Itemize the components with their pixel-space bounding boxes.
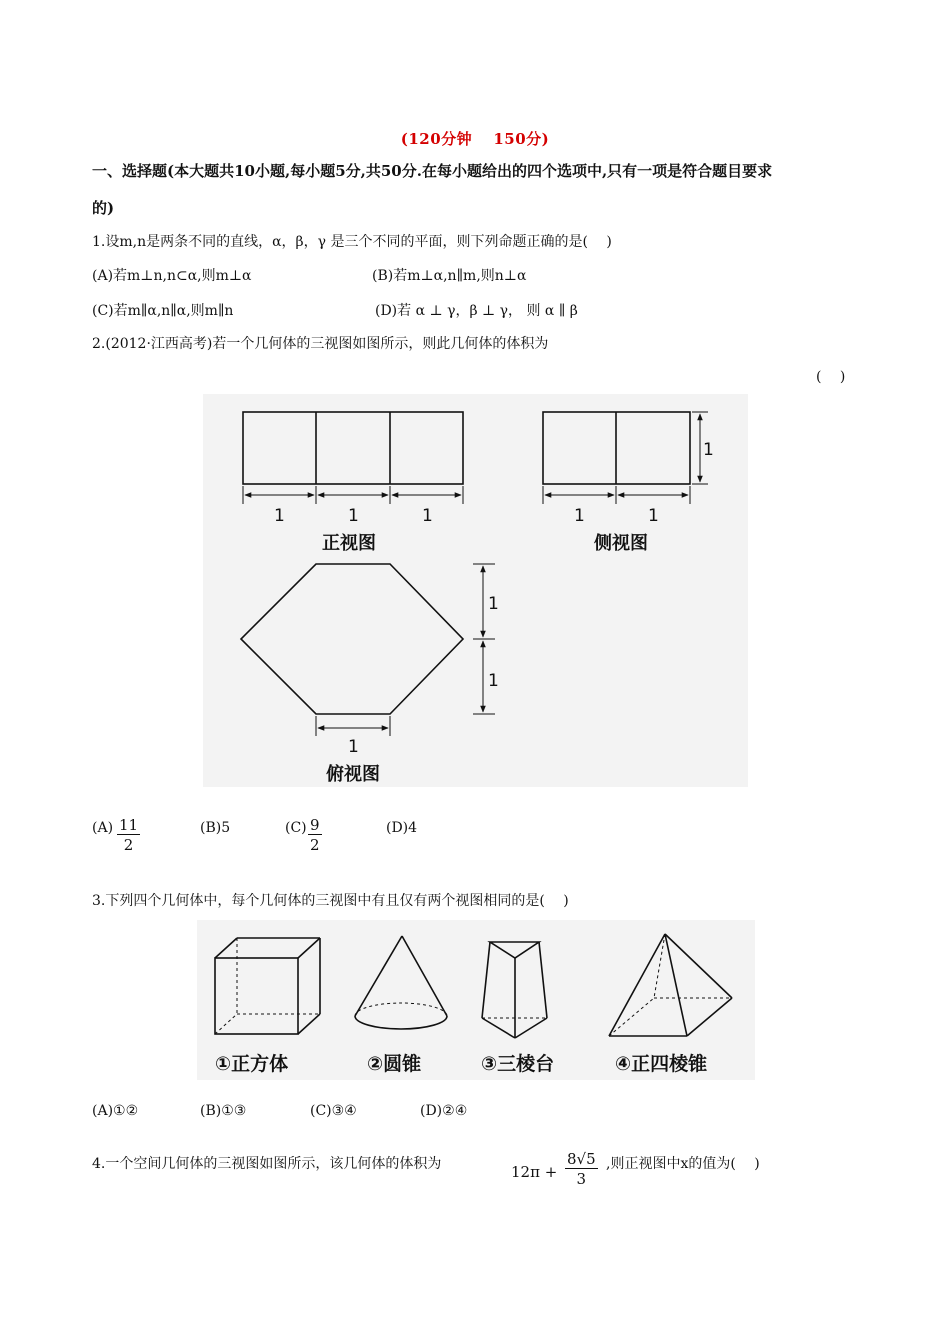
- q2-option-c-fraction: [308, 816, 322, 855]
- section-heading-line1: 一、选择题(本大题共10小题,每小题5分,共50分.在每小题给出的四个选项中,只有一项是符合题目要求: [92, 162, 773, 180]
- q4-stem-post: ,则正视图中x的值为( ): [606, 1156, 760, 1172]
- q2-option-c-prefix: (C): [285, 820, 307, 836]
- fraction-denominator: 3: [576, 1170, 587, 1188]
- q4-volume-term: 12π +: [511, 1163, 558, 1181]
- q1-option-c: (C)若m∥α,n∥α,则m∥n: [92, 303, 234, 319]
- three-view-figure: [203, 394, 748, 787]
- front-view-label: 正视图: [322, 533, 376, 554]
- time-score-header: (120分钟 150分): [400, 130, 550, 148]
- q3-option-c: (C)③④: [310, 1103, 357, 1119]
- top-view-label: 俯视图: [326, 764, 380, 785]
- q2-answer-paren: ( ): [816, 369, 846, 385]
- q2-option-b: (B)5: [200, 820, 231, 836]
- dim-label: 1: [488, 671, 499, 691]
- q1-option-b: (B)若m⊥α,n∥m,则n⊥α: [372, 268, 527, 284]
- dim-label: 1: [648, 506, 659, 526]
- fraction-numerator: 8√5: [567, 1150, 596, 1168]
- q2-option-d: (D)4: [386, 820, 418, 836]
- q3-stem: 3.下列四个几何体中，每个几何体的三视图中有且仅有两个视图相同的是( ): [92, 893, 569, 909]
- solid-label-cube: ①正方体: [215, 1053, 289, 1075]
- q3-option-a: (A)①②: [92, 1103, 139, 1119]
- dim-label: 1: [274, 506, 285, 526]
- section-heading-line2: 的): [92, 199, 115, 217]
- q2-option-a-fraction: [117, 816, 140, 855]
- q3-option-d: (D)②④: [420, 1103, 468, 1119]
- dim-label: 1: [703, 440, 714, 460]
- solid-label-cone: ②圆锥: [367, 1053, 422, 1075]
- front-view-outline: [243, 412, 463, 484]
- pyramid-drawing: [609, 934, 732, 1036]
- cone-drawing: [355, 936, 447, 1029]
- dim-label: 1: [348, 506, 359, 526]
- fraction-denominator: 2: [123, 836, 134, 854]
- solid-label-pyramid: ④正四棱锥: [615, 1053, 708, 1075]
- q1-option-a: (A)若m⊥n,n⊂α,则m⊥α: [92, 268, 252, 284]
- fraction-denominator: 2: [310, 836, 320, 854]
- dim-label: 1: [488, 594, 499, 614]
- cube-drawing: [215, 938, 320, 1034]
- q1-option-d: (D)若 α ⊥ γ，β ⊥ γ， 则 α ∥ β: [375, 303, 578, 319]
- solid-label-frustum: ③三棱台: [481, 1053, 555, 1075]
- q2-stem: 2.(2012·江西高考)若一个几何体的三视图如图所示，则此几何体的体积为: [92, 336, 549, 352]
- q1-stem: 1.设m,n是两条不同的直线，α，β，γ 是三个不同的平面，则下列命题正确的是( ): [92, 234, 612, 250]
- solids-drawing: [197, 920, 755, 1080]
- q2-option-a-prefix: (A): [92, 820, 114, 836]
- frustum-drawing: [482, 942, 547, 1038]
- q4-stem-pre: 4.一个空间几何体的三视图如图所示，该几何体的体积为: [92, 1156, 442, 1172]
- top-view-outline: [241, 564, 463, 714]
- three-view-drawing: [203, 394, 748, 787]
- dim-label: 1: [574, 506, 585, 526]
- fraction-numerator: 9: [310, 816, 320, 834]
- solids-figure: [197, 920, 755, 1080]
- q3-option-b: (B)①③: [200, 1103, 247, 1119]
- side-view-label: 侧视图: [594, 533, 648, 554]
- dim-label: 1: [348, 737, 359, 757]
- dim-label: 1: [422, 506, 433, 526]
- q4-volume-fraction: [565, 1150, 598, 1189]
- fraction-numerator: 11: [119, 816, 139, 834]
